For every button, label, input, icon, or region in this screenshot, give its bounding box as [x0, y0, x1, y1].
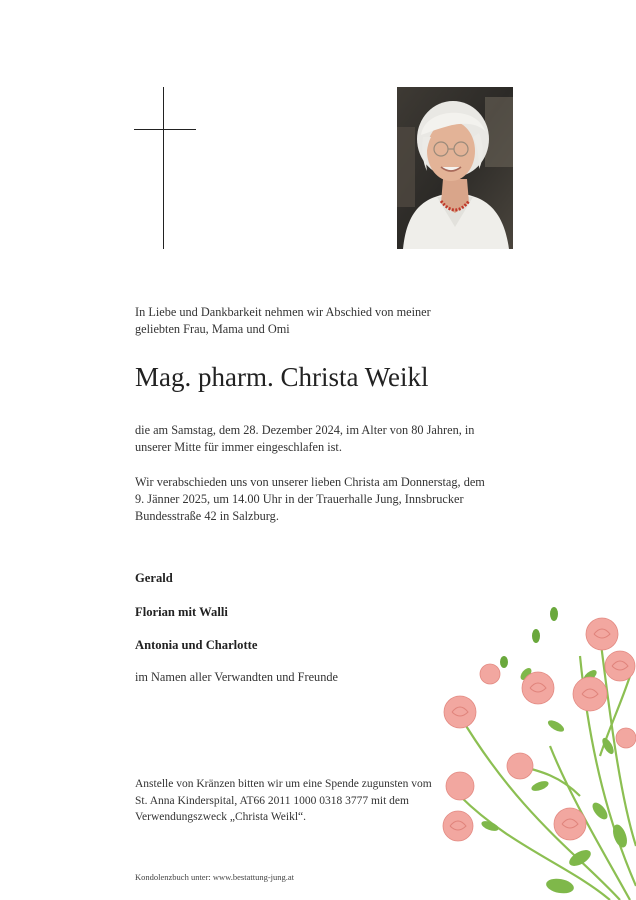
intro-text: In Liebe und Dankbarkeit nehmen wir Abschied von meiner geliebten Frau, Mama und Omi — [135, 305, 431, 336]
donation-note: Anstelle von Kränzen bitten wir um eine Spende zugunsten vom St. Anna Kinderspital, AT66 2011 1000 0318 3777 mit dem Verwendungszweck „Christa Weikl“. — [135, 778, 432, 823]
cross-icon — [134, 87, 196, 249]
condolence-link[interactable]: Kondolenzbuch unter: www.bestattung-jung.at — [135, 872, 295, 882]
relatives-line: im Namen aller Verwandten und Freunde — [135, 670, 338, 684]
deceased-name: Mag. pharm. Christa Weikl — [135, 362, 429, 392]
ceremony-details: Wir verabschieden uns von unserer lieben Christa am Donnerstag, dem 9. Jänner 2025, um 14.00 Uhr in der Trauerhalle Jung, Innsbrucker Bundesstraße 42 in Salzburg. — [135, 475, 485, 523]
mourner-name: Gerald — [135, 571, 173, 585]
roses-decoration — [430, 596, 636, 900]
death-notice: die am Samstag, dem 28. Dezember 2024, im Alter von 80 Jahren, in unserer Mitte für immer eingeschlafen ist. — [135, 423, 475, 454]
mourner-name: Antonia und Charlotte — [135, 638, 258, 652]
portrait-photo — [397, 87, 513, 249]
mourner-name: Florian mit Walli — [135, 605, 228, 619]
